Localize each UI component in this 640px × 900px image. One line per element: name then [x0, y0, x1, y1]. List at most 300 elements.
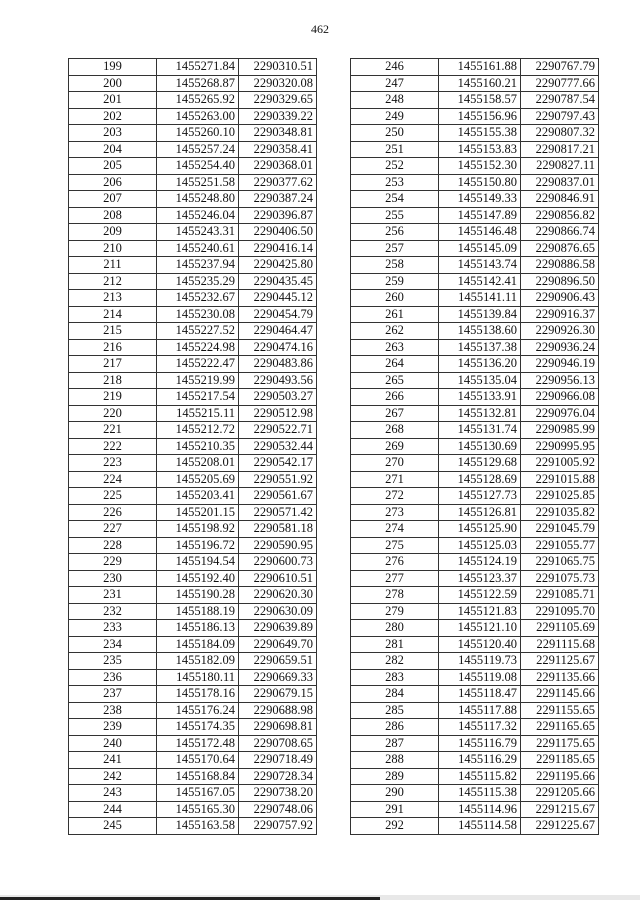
y-coordinate-cell: 2290916.37 [521, 306, 599, 323]
y-coordinate-cell: 2290688.98 [239, 702, 317, 719]
x-coordinate-cell: 1455257.24 [157, 141, 239, 158]
y-coordinate-cell: 2291005.92 [521, 455, 599, 472]
table-row [69, 669, 317, 686]
point-number-cell: 226 [69, 504, 157, 521]
x-coordinate-cell: 1455129.68 [439, 455, 521, 472]
point-number-cell: 240 [69, 735, 157, 752]
table-row [351, 191, 599, 208]
point-number-cell: 260 [351, 290, 439, 307]
y-coordinate-cell: 2291015.88 [521, 471, 599, 488]
x-coordinate-cell: 1455132.81 [439, 405, 521, 422]
x-coordinate-cell: 1455120.40 [439, 636, 521, 653]
point-number-cell: 252 [351, 158, 439, 175]
table-row [69, 125, 317, 142]
y-coordinate-cell: 2290310.51 [239, 59, 317, 76]
point-number-cell: 199 [69, 59, 157, 76]
x-coordinate-cell: 1455271.84 [157, 59, 239, 76]
point-number-cell: 234 [69, 636, 157, 653]
y-coordinate-cell: 2291215.67 [521, 801, 599, 818]
point-number-cell: 203 [69, 125, 157, 142]
y-coordinate-cell: 2291185.65 [521, 752, 599, 769]
table-row [351, 438, 599, 455]
point-number-cell: 258 [351, 257, 439, 274]
table-row [69, 92, 317, 109]
table-row [351, 174, 599, 191]
point-number-cell: 273 [351, 504, 439, 521]
x-coordinate-cell: 1455232.67 [157, 290, 239, 307]
table-row [69, 356, 317, 373]
point-number-cell: 263 [351, 339, 439, 356]
y-coordinate-cell: 2290464.47 [239, 323, 317, 340]
y-coordinate-cell: 2290339.22 [239, 108, 317, 125]
point-number-cell: 229 [69, 554, 157, 571]
x-coordinate-cell: 1455212.72 [157, 422, 239, 439]
x-coordinate-cell: 1455227.52 [157, 323, 239, 340]
point-number-cell: 205 [69, 158, 157, 175]
table-row [69, 752, 317, 769]
table-row [69, 603, 317, 620]
point-number-cell: 241 [69, 752, 157, 769]
table-row [69, 306, 317, 323]
point-number-cell: 236 [69, 669, 157, 686]
point-number-cell: 279 [351, 603, 439, 620]
x-coordinate-cell: 1455268.87 [157, 75, 239, 92]
x-coordinate-cell: 1455190.28 [157, 587, 239, 604]
table-row [69, 636, 317, 653]
point-number-cell: 270 [351, 455, 439, 472]
table-row [69, 620, 317, 637]
x-coordinate-cell: 1455153.83 [439, 141, 521, 158]
point-number-cell: 228 [69, 537, 157, 554]
y-coordinate-cell: 2290757.92 [239, 818, 317, 835]
x-coordinate-cell: 1455146.48 [439, 224, 521, 241]
point-number-cell: 255 [351, 207, 439, 224]
x-coordinate-cell: 1455126.81 [439, 504, 521, 521]
table-row [69, 438, 317, 455]
point-number-cell: 204 [69, 141, 157, 158]
y-coordinate-cell: 2290886.58 [521, 257, 599, 274]
table-row [69, 537, 317, 554]
x-coordinate-cell: 1455137.38 [439, 339, 521, 356]
table-row [69, 719, 317, 736]
table-row [351, 158, 599, 175]
y-coordinate-cell: 2291065.75 [521, 554, 599, 571]
point-number-cell: 235 [69, 653, 157, 670]
point-number-cell: 287 [351, 735, 439, 752]
y-coordinate-cell: 2290542.17 [239, 455, 317, 472]
x-coordinate-cell: 1455119.73 [439, 653, 521, 670]
table-row [69, 389, 317, 406]
y-coordinate-cell: 2290454.79 [239, 306, 317, 323]
table-row [351, 504, 599, 521]
table-row [69, 587, 317, 604]
x-coordinate-cell: 1455174.35 [157, 719, 239, 736]
table-row [69, 504, 317, 521]
y-coordinate-cell: 2291095.70 [521, 603, 599, 620]
y-coordinate-cell: 2290738.20 [239, 785, 317, 802]
table-row [351, 422, 599, 439]
x-coordinate-cell: 1455128.69 [439, 471, 521, 488]
x-coordinate-cell: 1455182.09 [157, 653, 239, 670]
x-coordinate-cell: 1455176.24 [157, 702, 239, 719]
x-coordinate-cell: 1455158.57 [439, 92, 521, 109]
table-row [69, 785, 317, 802]
x-coordinate-cell: 1455114.96 [439, 801, 521, 818]
y-coordinate-cell: 2290995.95 [521, 438, 599, 455]
table-row [351, 356, 599, 373]
y-coordinate-cell: 2290416.14 [239, 240, 317, 257]
point-number-cell: 268 [351, 422, 439, 439]
x-coordinate-cell: 1455210.35 [157, 438, 239, 455]
point-number-cell: 286 [351, 719, 439, 736]
x-coordinate-cell: 1455138.60 [439, 323, 521, 340]
table-row [351, 785, 599, 802]
y-coordinate-cell: 2290387.24 [239, 191, 317, 208]
x-coordinate-cell: 1455224.98 [157, 339, 239, 356]
point-number-cell: 250 [351, 125, 439, 142]
table-row [69, 290, 317, 307]
x-coordinate-cell: 1455240.61 [157, 240, 239, 257]
y-coordinate-cell: 2290946.19 [521, 356, 599, 373]
table-row [351, 818, 599, 835]
y-coordinate-cell: 2290846.91 [521, 191, 599, 208]
x-coordinate-cell: 1455117.32 [439, 719, 521, 736]
x-coordinate-cell: 1455265.92 [157, 92, 239, 109]
y-coordinate-cell: 2290708.65 [239, 735, 317, 752]
x-coordinate-cell: 1455150.80 [439, 174, 521, 191]
point-number-cell: 208 [69, 207, 157, 224]
x-coordinate-cell: 1455217.54 [157, 389, 239, 406]
x-coordinate-cell: 1455192.40 [157, 570, 239, 587]
y-coordinate-cell: 2290906.43 [521, 290, 599, 307]
y-coordinate-cell: 2290445.12 [239, 290, 317, 307]
x-coordinate-cell: 1455125.03 [439, 537, 521, 554]
x-coordinate-cell: 1455163.58 [157, 818, 239, 835]
y-coordinate-cell: 2290787.54 [521, 92, 599, 109]
point-number-cell: 223 [69, 455, 157, 472]
table-row [69, 273, 317, 290]
y-coordinate-cell: 2290532.44 [239, 438, 317, 455]
table-row [69, 372, 317, 389]
point-number-cell: 224 [69, 471, 157, 488]
y-coordinate-cell: 2290807.32 [521, 125, 599, 142]
y-coordinate-cell: 2291135.66 [521, 669, 599, 686]
point-number-cell: 244 [69, 801, 157, 818]
point-number-cell: 266 [351, 389, 439, 406]
point-number-cell: 253 [351, 174, 439, 191]
point-number-cell: 230 [69, 570, 157, 587]
table-row [351, 405, 599, 422]
x-coordinate-cell: 1455123.37 [439, 570, 521, 587]
y-coordinate-cell: 2290817.21 [521, 141, 599, 158]
y-coordinate-cell: 2290571.42 [239, 504, 317, 521]
table-row [69, 59, 317, 76]
y-coordinate-cell: 2290797.43 [521, 108, 599, 125]
table-row [69, 141, 317, 158]
y-coordinate-cell: 2290956.13 [521, 372, 599, 389]
x-coordinate-cell: 1455263.00 [157, 108, 239, 125]
x-coordinate-cell: 1455184.09 [157, 636, 239, 653]
x-coordinate-cell: 1455165.30 [157, 801, 239, 818]
x-coordinate-cell: 1455115.38 [439, 785, 521, 802]
point-number-cell: 292 [351, 818, 439, 835]
x-coordinate-cell: 1455127.73 [439, 488, 521, 505]
x-coordinate-cell: 1455145.09 [439, 240, 521, 257]
y-coordinate-cell: 2291155.65 [521, 702, 599, 719]
table-row [351, 290, 599, 307]
table-row [351, 141, 599, 158]
point-number-cell: 206 [69, 174, 157, 191]
x-coordinate-cell: 1455172.48 [157, 735, 239, 752]
point-number-cell: 281 [351, 636, 439, 653]
x-coordinate-cell: 1455130.69 [439, 438, 521, 455]
y-coordinate-cell: 2290600.73 [239, 554, 317, 571]
table-row [69, 570, 317, 587]
table-row [69, 653, 317, 670]
coordinates-table-right [350, 58, 599, 835]
y-coordinate-cell: 2290348.81 [239, 125, 317, 142]
point-number-cell: 202 [69, 108, 157, 125]
x-coordinate-cell: 1455143.74 [439, 257, 521, 274]
point-number-cell: 245 [69, 818, 157, 835]
table-row [351, 653, 599, 670]
y-coordinate-cell: 2291025.85 [521, 488, 599, 505]
table-row [351, 636, 599, 653]
point-number-cell: 212 [69, 273, 157, 290]
x-coordinate-cell: 1455248.80 [157, 191, 239, 208]
point-number-cell: 262 [351, 323, 439, 340]
x-coordinate-cell: 1455121.83 [439, 603, 521, 620]
y-coordinate-cell: 2291115.68 [521, 636, 599, 653]
point-number-cell: 218 [69, 372, 157, 389]
x-coordinate-cell: 1455121.10 [439, 620, 521, 637]
table-row [69, 323, 317, 340]
table-row [69, 339, 317, 356]
point-number-cell: 200 [69, 75, 157, 92]
y-coordinate-cell: 2290377.62 [239, 174, 317, 191]
x-coordinate-cell: 1455254.40 [157, 158, 239, 175]
x-coordinate-cell: 1455196.72 [157, 537, 239, 554]
point-number-cell: 211 [69, 257, 157, 274]
point-number-cell: 225 [69, 488, 157, 505]
table-row [351, 686, 599, 703]
x-coordinate-cell: 1455161.88 [439, 59, 521, 76]
table-row [351, 570, 599, 587]
x-coordinate-cell: 1455208.01 [157, 455, 239, 472]
point-number-cell: 269 [351, 438, 439, 455]
table-row [69, 488, 317, 505]
table-row [351, 257, 599, 274]
table-row [351, 719, 599, 736]
table-row [351, 752, 599, 769]
x-coordinate-cell: 1455115.82 [439, 768, 521, 785]
x-coordinate-cell: 1455188.19 [157, 603, 239, 620]
y-coordinate-cell: 2291175.65 [521, 735, 599, 752]
y-coordinate-cell: 2290936.24 [521, 339, 599, 356]
table-row [69, 471, 317, 488]
y-coordinate-cell: 2290320.08 [239, 75, 317, 92]
table-row [69, 257, 317, 274]
point-number-cell: 210 [69, 240, 157, 257]
x-coordinate-cell: 1455156.96 [439, 108, 521, 125]
coordinates-table-right-body [351, 59, 599, 835]
y-coordinate-cell: 2290483.86 [239, 356, 317, 373]
table-row [69, 75, 317, 92]
y-coordinate-cell: 2290551.92 [239, 471, 317, 488]
table-row [69, 158, 317, 175]
point-number-cell: 214 [69, 306, 157, 323]
point-number-cell: 233 [69, 620, 157, 637]
table-row [69, 240, 317, 257]
point-number-cell: 256 [351, 224, 439, 241]
x-coordinate-cell: 1455222.47 [157, 356, 239, 373]
table-row [351, 669, 599, 686]
x-coordinate-cell: 1455230.08 [157, 306, 239, 323]
point-number-cell: 247 [351, 75, 439, 92]
point-number-cell: 275 [351, 537, 439, 554]
coordinates-table-left-body [69, 59, 317, 835]
table-row [351, 768, 599, 785]
x-coordinate-cell: 1455122.59 [439, 587, 521, 604]
point-number-cell: 201 [69, 92, 157, 109]
y-coordinate-cell: 2291045.79 [521, 521, 599, 538]
y-coordinate-cell: 2291105.69 [521, 620, 599, 637]
x-coordinate-cell: 1455198.92 [157, 521, 239, 538]
table-row [351, 224, 599, 241]
y-coordinate-cell: 2291055.77 [521, 537, 599, 554]
point-number-cell: 284 [351, 686, 439, 703]
y-coordinate-cell: 2290474.16 [239, 339, 317, 356]
table-row [69, 521, 317, 538]
y-coordinate-cell: 2290777.66 [521, 75, 599, 92]
table-row [351, 455, 599, 472]
y-coordinate-cell: 2290966.08 [521, 389, 599, 406]
x-coordinate-cell: 1455139.84 [439, 306, 521, 323]
table-row [351, 59, 599, 76]
y-coordinate-cell: 2290425.80 [239, 257, 317, 274]
point-number-cell: 237 [69, 686, 157, 703]
point-number-cell: 289 [351, 768, 439, 785]
x-coordinate-cell: 1455160.21 [439, 75, 521, 92]
y-coordinate-cell: 2290718.49 [239, 752, 317, 769]
table-row [351, 323, 599, 340]
x-coordinate-cell: 1455135.04 [439, 372, 521, 389]
y-coordinate-cell: 2290561.67 [239, 488, 317, 505]
table-row [351, 339, 599, 356]
y-coordinate-cell: 2290728.34 [239, 768, 317, 785]
point-number-cell: 217 [69, 356, 157, 373]
table-row [351, 702, 599, 719]
x-coordinate-cell: 1455168.84 [157, 768, 239, 785]
x-coordinate-cell: 1455142.41 [439, 273, 521, 290]
table-row [69, 768, 317, 785]
point-number-cell: 219 [69, 389, 157, 406]
y-coordinate-cell: 2290985.99 [521, 422, 599, 439]
y-coordinate-cell: 2291075.73 [521, 570, 599, 587]
point-number-cell: 264 [351, 356, 439, 373]
point-number-cell: 254 [351, 191, 439, 208]
table-row [351, 471, 599, 488]
table-row [351, 108, 599, 125]
y-coordinate-cell: 2290837.01 [521, 174, 599, 191]
table-row [351, 537, 599, 554]
y-coordinate-cell: 2290866.74 [521, 224, 599, 241]
y-coordinate-cell: 2290679.15 [239, 686, 317, 703]
table-row [351, 273, 599, 290]
point-number-cell: 291 [351, 801, 439, 818]
x-coordinate-cell: 1455114.58 [439, 818, 521, 835]
table-row [69, 554, 317, 571]
point-number-cell: 239 [69, 719, 157, 736]
point-number-cell: 272 [351, 488, 439, 505]
y-coordinate-cell: 2291085.71 [521, 587, 599, 604]
y-coordinate-cell: 2290896.50 [521, 273, 599, 290]
y-coordinate-cell: 2290876.65 [521, 240, 599, 257]
x-coordinate-cell: 1455219.99 [157, 372, 239, 389]
point-number-cell: 207 [69, 191, 157, 208]
table-row [351, 801, 599, 818]
point-number-cell: 265 [351, 372, 439, 389]
y-coordinate-cell: 2290659.51 [239, 653, 317, 670]
point-number-cell: 227 [69, 521, 157, 538]
point-number-cell: 267 [351, 405, 439, 422]
y-coordinate-cell: 2290610.51 [239, 570, 317, 587]
table-row [351, 521, 599, 538]
point-number-cell: 257 [351, 240, 439, 257]
y-coordinate-cell: 2290748.06 [239, 801, 317, 818]
page-number: 462 [311, 22, 329, 36]
table-row [69, 686, 317, 703]
table-row [351, 488, 599, 505]
x-coordinate-cell: 1455141.11 [439, 290, 521, 307]
y-coordinate-cell: 2291165.65 [521, 719, 599, 736]
point-number-cell: 243 [69, 785, 157, 802]
point-number-cell: 231 [69, 587, 157, 604]
y-coordinate-cell: 2290396.87 [239, 207, 317, 224]
point-number-cell: 215 [69, 323, 157, 340]
point-number-cell: 232 [69, 603, 157, 620]
point-number-cell: 242 [69, 768, 157, 785]
x-coordinate-cell: 1455170.64 [157, 752, 239, 769]
x-coordinate-cell: 1455147.89 [439, 207, 521, 224]
point-number-cell: 221 [69, 422, 157, 439]
x-coordinate-cell: 1455186.13 [157, 620, 239, 637]
y-coordinate-cell: 2291195.66 [521, 768, 599, 785]
coordinates-table-left [68, 58, 317, 835]
y-coordinate-cell: 2291145.66 [521, 686, 599, 703]
table-row [69, 801, 317, 818]
y-coordinate-cell: 2290669.33 [239, 669, 317, 686]
x-coordinate-cell: 1455117.88 [439, 702, 521, 719]
table-row [69, 702, 317, 719]
x-coordinate-cell: 1455246.04 [157, 207, 239, 224]
table-row [69, 174, 317, 191]
table-row [351, 372, 599, 389]
point-number-cell: 220 [69, 405, 157, 422]
point-number-cell: 249 [351, 108, 439, 125]
table-row [69, 224, 317, 241]
y-coordinate-cell: 2290856.82 [521, 207, 599, 224]
table-row [69, 108, 317, 125]
y-coordinate-cell: 2290630.09 [239, 603, 317, 620]
y-coordinate-cell: 2290503.27 [239, 389, 317, 406]
point-number-cell: 280 [351, 620, 439, 637]
x-coordinate-cell: 1455133.91 [439, 389, 521, 406]
table-row [351, 603, 599, 620]
x-coordinate-cell: 1455243.31 [157, 224, 239, 241]
y-coordinate-cell: 2290435.45 [239, 273, 317, 290]
point-number-cell: 285 [351, 702, 439, 719]
